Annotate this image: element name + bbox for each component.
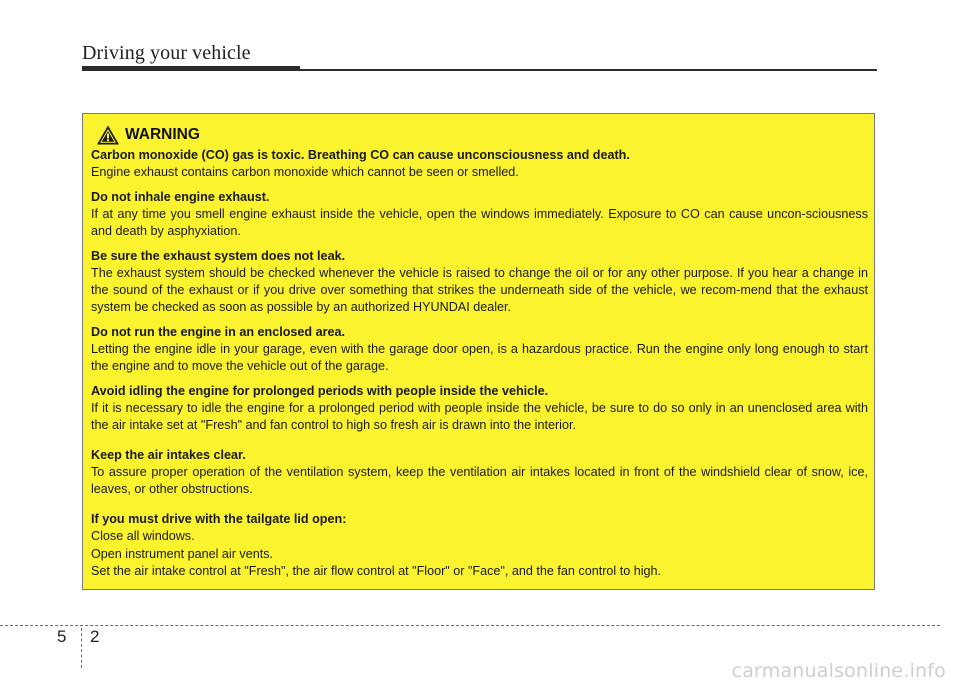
header-rule-thick bbox=[82, 66, 300, 71]
footer-vertical-dashed-rule bbox=[81, 628, 82, 668]
watermark: carmanualsonline.info bbox=[731, 660, 946, 682]
instruction-line: Open instrument panel air vents. bbox=[91, 546, 274, 561]
section-title: Keep the air intakes clear. bbox=[91, 448, 246, 462]
section-body: The exhaust system should be checked whenever the vehicle is raised to change the oil or for any other purpose. If you hear a change in the sound of the exhaust or if you drive over something that strikes the underneath side of the vehicle, we recom-mend that the exhaust system be checked as soon as possible by an authorized HYUNDAI dealer. bbox=[91, 266, 868, 314]
warning-section bbox=[91, 188, 868, 240]
section-title: Be sure the exhaust system does not leak. bbox=[91, 249, 346, 263]
section-title: Do not run the engine in an enclosed area. bbox=[91, 325, 346, 339]
chapter-number: 5 bbox=[57, 627, 67, 646]
section-title: Avoid idling the engine for prolonged periods with people inside the vehicle. bbox=[91, 384, 549, 398]
section-title: Do not inhale engine exhaust. bbox=[91, 190, 270, 204]
page-number: 2 bbox=[90, 627, 100, 646]
warning-box bbox=[82, 113, 875, 590]
section-body: If at any time you smell engine exhaust inside the vehicle, open the windows immediately. Exposure to CO can cause uncon-sciousness and death by asphyxiation. bbox=[91, 207, 868, 238]
section-title: If you must drive with the tailgate lid open: bbox=[91, 512, 347, 526]
instruction-line: Set the air intake control at "Fresh", the air flow control at "Floor" or "Face", and the fan control to high. bbox=[91, 564, 662, 578]
header-rule-thin bbox=[300, 69, 877, 71]
warning-section bbox=[91, 510, 868, 581]
warning-section bbox=[91, 323, 868, 375]
warning-section bbox=[91, 446, 868, 498]
instruction-line: Close all windows. bbox=[91, 529, 195, 543]
warning-title: WARNING bbox=[125, 126, 200, 143]
warning-section bbox=[91, 382, 868, 434]
section-body: Letting the engine idle in your garage, even with the garage door open, is a hazardous practice. Run the engine only long enough to start the engine and to move the vehicle out of the garage. bbox=[91, 342, 868, 373]
warning-intro: Engine exhaust contains carbon monoxide which cannot be seen or smelled. bbox=[91, 165, 519, 179]
warning-heading bbox=[96, 124, 868, 146]
page-header-title: Driving your vehicle bbox=[82, 42, 251, 64]
warning-triangle-icon bbox=[96, 124, 120, 146]
warning-section bbox=[91, 247, 868, 316]
section-body: To assure proper operation of the ventilation system, keep the ventilation air intakes located in front of the windshield clear of snow, ice, leaves, or other obstructions. bbox=[91, 465, 868, 496]
section-body: If it is necessary to idle the engine for a prolonged period with people inside the vehicle, be sure to do so only in an unenclosed area with the air intake set at "Fresh" and fan control to high so fresh air is drawn into the interior. bbox=[91, 401, 868, 432]
footer-dashed-rule bbox=[0, 625, 940, 626]
warning-lead: Carbon monoxide (CO) gas is toxic. Breathing CO can cause unconsciousness and death. bbox=[91, 148, 630, 162]
